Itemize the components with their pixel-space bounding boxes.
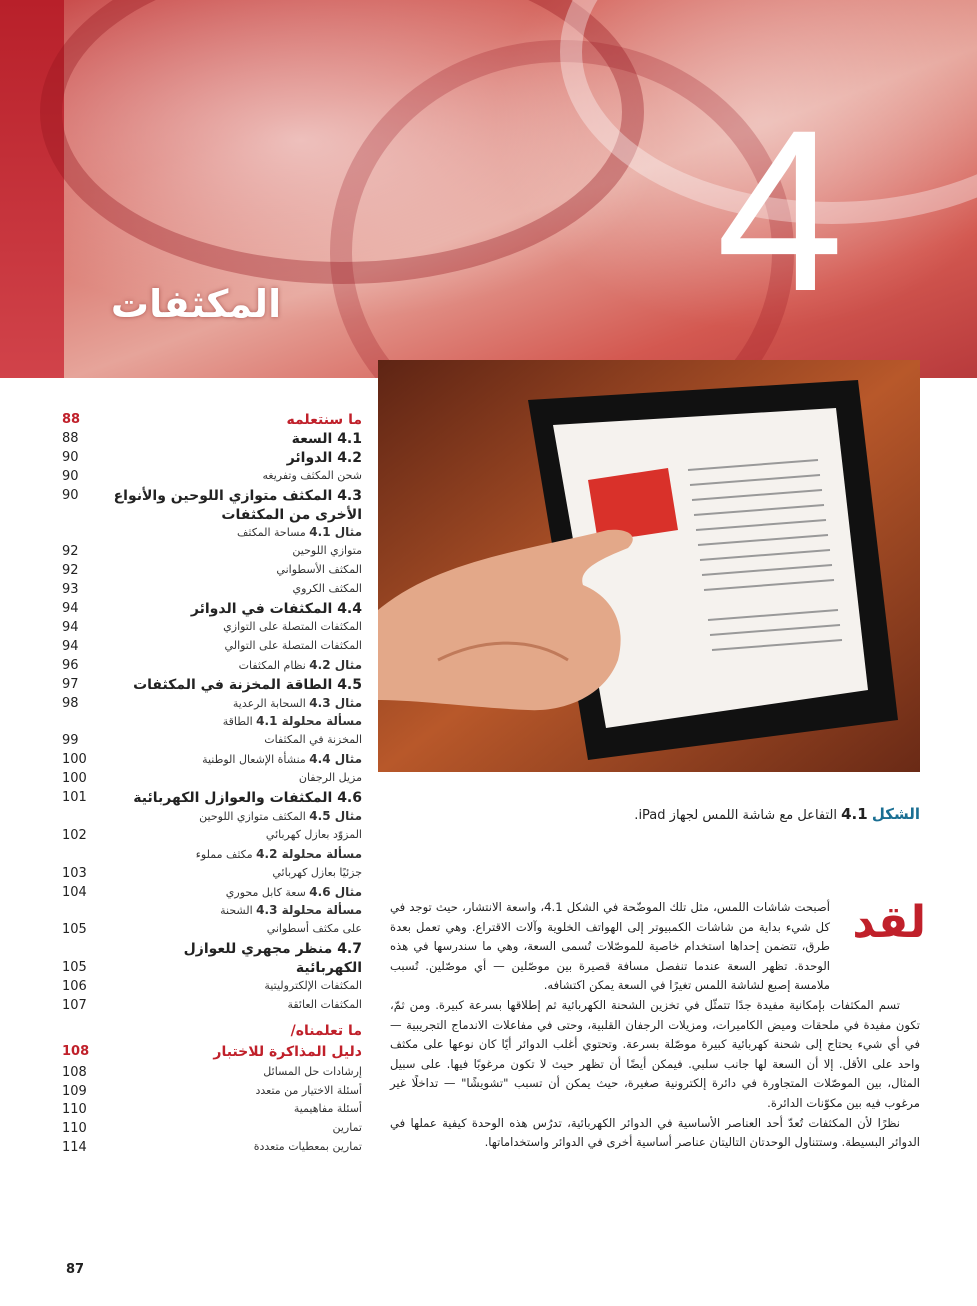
toc-subsection: متوازي اللوحين (292, 544, 362, 558)
toc-row (62, 412, 362, 430)
toc-subsection: تمارين (332, 1121, 362, 1135)
toc-row (62, 828, 362, 846)
toc-section: الأخرى من المكثفات (221, 506, 362, 523)
toc-subsection: المكثفات العائقة (287, 997, 362, 1011)
toc-row (62, 1102, 362, 1120)
toc-section: 4.2 الدوائر (286, 449, 362, 466)
toc-row (62, 563, 362, 581)
toc-page-number: 93 (62, 582, 79, 598)
toc-row (62, 771, 362, 789)
toc-row (62, 658, 362, 676)
tablet-hand-illustration (378, 360, 920, 772)
toc-page-number: 110 (62, 1102, 87, 1118)
toc-section: 4.1 السعة (291, 430, 362, 447)
toc-page-number: 105 (62, 960, 87, 976)
toc-row (62, 677, 362, 695)
toc-solved-problem: مسألة محلولة 4.2 مكثف مملوء (195, 846, 362, 861)
toc-subsection: المزوّد بعازل كهربائي (265, 827, 362, 841)
toc-page-number: 109 (62, 1083, 87, 1099)
toc-page-number: 100 (62, 771, 87, 787)
toc-example: مثال 4.2 نظام المكثفات (238, 657, 362, 672)
toc-subsection: المكثف الأسطواني (276, 563, 362, 577)
toc-subsection: المكثفات المتصلة على التوازي (223, 619, 362, 633)
toc-page-number: 108 (62, 1064, 87, 1080)
toc-row (62, 922, 362, 940)
toc-subsection: المكثفات المتصلة على التوالي (224, 638, 362, 652)
figure-photo (378, 360, 920, 772)
toc-row (62, 1121, 362, 1139)
toc-section: 4.7 منظر مجهري للعوازل (183, 941, 362, 958)
toc-page-number: 90 (62, 468, 79, 484)
body-paragraph: أصبحت شاشات اللمس، مثل تلك الموضّحة في الشكل 4.1، واسعة الانتشار، حيث توجد في كل شيء بداية من شاشات الكمبيوتر إلى الهواتف الخلوية وآلات الاقتراع. وهي تعمل بعدة طرق، تتضمن إحداها استخدام خاصية للموصّلات تُسمى السعة، وهي ما سندرسها في هذه الوحدة. تظهر السعة عندما تنفصل مسافة قصيرة بين موصّلين — أي موصّلين. تُسبب ملامسة إصبع لشاشة اللمس تغيرًا في السعة يمكن اكتشافه. (390, 900, 830, 993)
toc-section: 4.4 المكثفات في الدوائر (190, 601, 362, 617)
toc-page-number: 94 (62, 619, 79, 635)
chapter-number: 4 (716, 82, 844, 339)
toc-page-number: 90 (62, 487, 79, 503)
toc-page-number: 103 (62, 865, 87, 881)
toc-subsection: المكثف الكروي (292, 582, 362, 596)
toc-example: مثال 4.6 سعة كابل محوري (225, 884, 362, 899)
body-text (390, 898, 920, 1153)
toc-heading: دليل المذاكرة للاختبار (213, 1043, 362, 1060)
toc-example: مثال 4.4 منشأة الإشعال الوطنية (202, 752, 362, 767)
toc-row (62, 941, 362, 959)
toc-page-number: 96 (62, 657, 79, 673)
toc-row (62, 809, 362, 827)
toc-heading: ما تعلمناه/ (290, 1022, 362, 1039)
toc-row (62, 866, 362, 884)
toc-page-number: 108 (62, 1043, 90, 1059)
toc-solved-problem: مسألة محلولة 4.1 الطاقة (222, 714, 362, 729)
toc-subsection: إرشادات حل المسائل (263, 1064, 362, 1078)
toc-page-number: 97 (62, 676, 79, 692)
toc-row (62, 1084, 362, 1102)
toc-subsection: مزيل الرجفان (298, 771, 362, 785)
toc-page-number: 106 (62, 979, 87, 994)
toc-heading: ما سنتعلمه (286, 412, 362, 428)
toc-page-number: 88 (62, 412, 81, 427)
toc-row (62, 601, 362, 619)
toc-row (62, 885, 362, 903)
banner-left-strip (0, 0, 64, 378)
toc-page-number: 90 (62, 449, 79, 465)
toc-row (62, 960, 362, 978)
toc-page-number: 92 (62, 563, 79, 579)
toc-section: الكهربائية (295, 960, 362, 977)
toc-row (62, 450, 362, 468)
toc-section: 4.5 الطاقة المخزنة في المكثفات (133, 676, 362, 693)
toc-page-number: 110 (62, 1121, 87, 1137)
page-number: 87 (66, 1262, 85, 1277)
figure-label: الشكل (871, 805, 920, 823)
figure-caption-text: التفاعل مع شاشة اللمس لجهاز iPad. (634, 808, 837, 823)
toc-row (62, 507, 362, 525)
toc-page-number: 102 (62, 827, 87, 843)
toc-row (62, 903, 362, 921)
toc-page-number: 101 (62, 790, 87, 805)
toc-page-number: 104 (62, 884, 87, 900)
toc-row (62, 1065, 362, 1083)
body-paragraph: تسم المكثفات بإمكانية مفيدة جدًا تتمثّل في تخزين الشحنة الكهربائية ثم إطلاقها بسرعة كبيرة. ومن ثمّ، تكون مفيدة في ملحقات وميض الكاميرات، ومزيلات الرجفان القلبية، وحتى في مفاعلات الاندماج التجريبية — في أي شيء يحتاج إلى شحنة كهربائية كبيرة موصّلة بسرعة. وتحتوي أغلب الدوائر أيًا كان نوعها على مكثف واحد على الأقل. إلا أن السعة لها جانب سلبي. فيمكن أيضًا أن تظهر حيث لا تكون مرغوبًا فيها. على سبيل المثال، بين الموصّلات المتجاورة في دائرة إلكترونية صغيرة، حيث يمكن أن تسبب "تشويشًا" — تداخلًا غير مرغوب فيه بين مكوّنات الدائرة. (390, 997, 920, 1110)
toc-page-number: 107 (62, 997, 87, 1013)
toc-row (62, 1140, 362, 1158)
toc-example: مثال 4.3 السحابة الرعدية (232, 695, 362, 710)
toc-row (62, 639, 362, 657)
dropcap: لقد (852, 897, 926, 948)
toc-subsection: المخزنة في المكثفات (264, 733, 362, 747)
figure-number: 4.1 (841, 805, 868, 823)
toc-subsection: المكثفات الإلكتروليتية (264, 979, 362, 992)
toc-page-number: 98 (62, 695, 79, 711)
toc-row (62, 431, 362, 449)
body-paragraph: نظرًا لأن المكثفات تُعدّ أحد العناصر الأساسية في الدوائر الكهربائية، تدرُس هذه الوحدة كيفية عملها في الدوائر البسيطة. وستتناول الوحدتان التاليتان عناصر أساسية أخرى في الدوائر واستخداماتها. (390, 1115, 920, 1150)
toc-row (62, 979, 362, 997)
toc-page-number: 94 (62, 638, 79, 654)
toc-subsection: شحن المكثف وتفريغه (262, 468, 362, 482)
toc-page-number: 114 (62, 1140, 87, 1156)
toc-subsection: جزئيًا بعازل كهربائي (272, 865, 362, 879)
toc-page-number: 88 (62, 430, 79, 446)
toc-section: 4.6 المكثفات والعوازل الكهربائية (133, 790, 362, 806)
toc-row (62, 696, 362, 714)
toc-row (62, 733, 362, 751)
toc-row (62, 847, 362, 865)
toc-solved-problem: مسألة محلولة 4.3 الشحنة (220, 903, 362, 918)
toc-row (62, 488, 362, 506)
toc-row (62, 998, 362, 1016)
toc-row (62, 714, 362, 732)
toc-row (62, 582, 362, 600)
toc-subsection: تمارين بمعطيات متعددة (253, 1140, 362, 1154)
toc-subsection: أسئلة الاختيار من متعدد (255, 1083, 362, 1097)
toc-section: 4.3 المكثف متوازي اللوحين والأنواع (113, 487, 362, 504)
toc-row (62, 1044, 362, 1062)
chapter-title: المكثفات (110, 282, 282, 326)
toc-example: مثال 4.5 المكثف متوازي اللوحين (199, 808, 362, 823)
toc-page-number: 100 (62, 752, 87, 768)
toc-row (62, 544, 362, 562)
toc-row (62, 525, 362, 543)
toc-example: مثال 4.1 مساحة المكثف (236, 525, 362, 540)
toc-page-number: 105 (62, 922, 87, 938)
toc-row (62, 1023, 362, 1041)
toc-page-number: 94 (62, 601, 79, 616)
toc-row (62, 620, 362, 638)
toc-row (62, 790, 362, 808)
figure-caption (560, 805, 920, 823)
toc-row (62, 752, 362, 770)
toc-subsection: أسئلة مفاهيمية (293, 1102, 362, 1116)
toc-page-number: 99 (62, 733, 79, 749)
toc-row (62, 469, 362, 487)
toc-subsection: على مكثف أسطواني (266, 922, 362, 936)
chapter-banner (0, 0, 977, 378)
toc-page-number: 92 (62, 544, 79, 560)
